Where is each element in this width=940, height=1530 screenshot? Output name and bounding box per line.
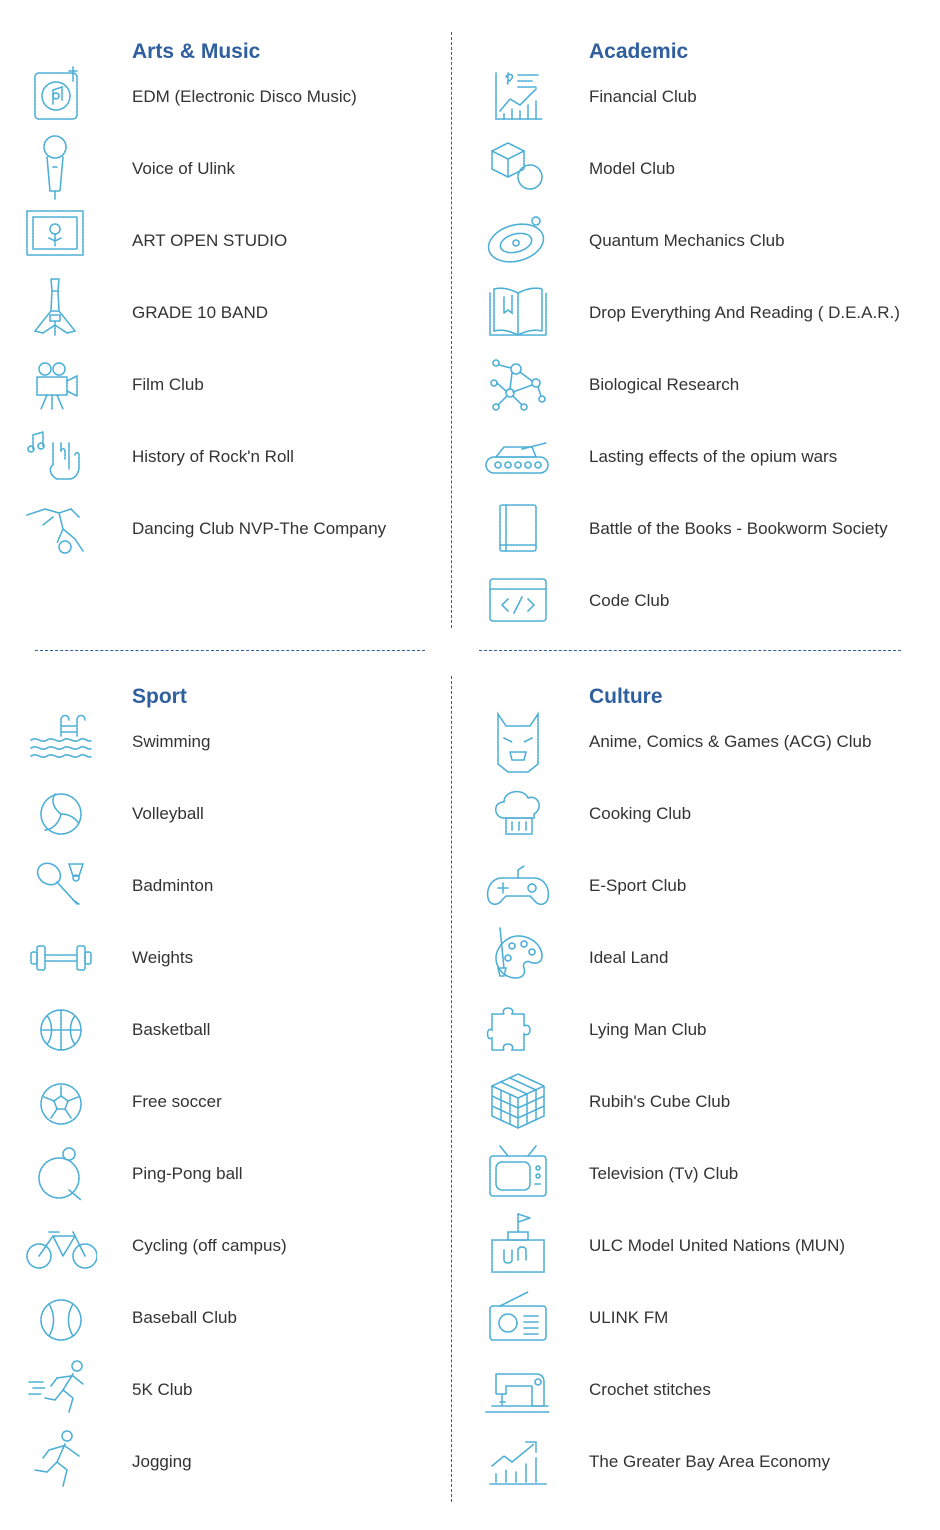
- club-label: Financial Club: [589, 87, 697, 106]
- chef-hat-icon: [482, 778, 554, 850]
- breakdancer-icon: [25, 493, 97, 565]
- dumbbell-icon: [25, 922, 97, 994]
- club-label: Drop Everything And Reading ( D.E.A.R.): [589, 303, 900, 322]
- club-label: History of Rock'n Roll: [132, 447, 294, 466]
- club-item-quantum[interactable]: [482, 205, 940, 277]
- club-label: Film Club: [132, 375, 204, 394]
- film-camera-icon: [25, 349, 97, 421]
- closed-book-icon: [482, 493, 554, 565]
- club-item-rubiks[interactable]: [482, 1066, 940, 1138]
- microphone-icon: [25, 133, 97, 205]
- club-item-mun[interactable]: [482, 1210, 940, 1282]
- club-label: Lasting effects of the opium wars: [589, 447, 838, 466]
- club-label: Code Club: [589, 591, 670, 610]
- badminton-icon: [25, 850, 97, 922]
- section-title: Sport: [132, 685, 187, 708]
- club-label: Crochet stitches: [589, 1380, 711, 1399]
- framed-flower-icon: [25, 205, 97, 277]
- club-label: Cooking Club: [589, 804, 692, 823]
- vinyl-music-icon: [25, 61, 97, 133]
- swimming-pool-icon: [25, 706, 97, 778]
- radio-icon: [482, 1282, 554, 1354]
- club-label: Anime, Comics & Games (ACG) Club: [589, 732, 872, 751]
- club-item-biological[interactable]: [482, 349, 940, 421]
- club-item-ping-pong[interactable]: [25, 1138, 485, 1210]
- club-label: GRADE 10 BAND: [132, 303, 269, 322]
- club-label: Baseball Club: [132, 1308, 237, 1327]
- club-label: Model Club: [589, 159, 675, 178]
- club-item-baseball[interactable]: [25, 1282, 485, 1354]
- club-item-weights[interactable]: [25, 922, 485, 994]
- club-label: Swimming: [132, 732, 211, 751]
- club-item-badminton[interactable]: [25, 850, 485, 922]
- club-label: Cycling (off campus): [132, 1236, 287, 1255]
- club-item-film-club[interactable]: [25, 349, 485, 421]
- section-title: Arts & Music: [132, 40, 261, 63]
- club-label: Biological Research: [589, 375, 740, 394]
- sewing-machine-icon: [482, 1354, 554, 1426]
- galaxy-icon: [482, 205, 554, 277]
- television-icon: [482, 1138, 554, 1210]
- paint-palette-icon: [482, 922, 554, 994]
- club-item-esport[interactable]: [482, 850, 940, 922]
- club-label: Battle of the Books - Bookworm Society: [589, 519, 888, 538]
- hero-mask-icon: [482, 706, 554, 778]
- club-item-model-club[interactable]: [482, 133, 940, 205]
- puzzle-piece-icon: [482, 994, 554, 1066]
- club-item-battle-books[interactable]: [482, 493, 940, 565]
- club-item-volleyball[interactable]: [25, 778, 485, 850]
- club-item-edm[interactable]: [25, 61, 485, 133]
- club-label: Weights: [132, 948, 194, 967]
- club-item-financial-club[interactable]: [482, 61, 940, 133]
- club-item-swimming[interactable]: [25, 706, 485, 778]
- volleyball-icon: [25, 778, 97, 850]
- club-item-ideal-land[interactable]: [482, 922, 940, 994]
- electric-guitar-icon: [25, 277, 97, 349]
- open-book-icon: [482, 277, 554, 349]
- club-label: Lying Man Club: [589, 1020, 707, 1039]
- vertical-divider-bottom: [451, 676, 452, 1502]
- club-item-code-club[interactable]: [482, 565, 940, 637]
- club-label: Volleyball: [132, 804, 204, 823]
- club-item-ulink-fm[interactable]: [482, 1282, 940, 1354]
- rubiks-cube-icon: [482, 1066, 554, 1138]
- horizontal-divider-left: [35, 650, 425, 651]
- club-label: Jogging: [132, 1452, 192, 1471]
- club-label: ULINK FM: [589, 1308, 669, 1327]
- tank-icon: [482, 421, 554, 493]
- club-label: Voice of Ulink: [132, 159, 235, 178]
- club-item-acg[interactable]: [482, 706, 940, 778]
- club-label: Television (Tv) Club: [589, 1164, 739, 1183]
- cube-sphere-icon: [482, 133, 554, 205]
- club-label: E-Sport Club: [589, 876, 687, 895]
- club-item-jogging[interactable]: [25, 1426, 485, 1498]
- club-label: 5K Club: [132, 1380, 193, 1399]
- club-label: Badminton: [132, 876, 214, 895]
- baseball-icon: [25, 1282, 97, 1354]
- club-label: Rubih's Cube Club: [589, 1092, 731, 1111]
- club-item-dancing-club[interactable]: [25, 493, 485, 565]
- club-item-voice-of-ulink[interactable]: [25, 133, 485, 205]
- club-item-5k-club[interactable]: [25, 1354, 485, 1426]
- club-item-art-open-studio[interactable]: [25, 205, 485, 277]
- club-item-greater-bay[interactable]: [482, 1426, 940, 1498]
- club-label: Basketball: [132, 1020, 211, 1039]
- club-item-free-soccer[interactable]: [25, 1066, 485, 1138]
- bicycle-icon: [25, 1210, 97, 1282]
- club-label: Dancing Club NVP-The Company: [132, 519, 387, 538]
- club-item-opium-wars[interactable]: [482, 421, 940, 493]
- club-label: Quantum Mechanics Club: [589, 231, 785, 250]
- club-item-cycling[interactable]: [25, 1210, 485, 1282]
- sprinter-icon: [25, 1354, 97, 1426]
- basketball-icon: [25, 994, 97, 1066]
- code-window-icon: [482, 565, 554, 637]
- soccer-ball-icon: [25, 1066, 97, 1138]
- molecule-icon: [482, 349, 554, 421]
- section-title: Culture: [589, 685, 663, 708]
- gamepad-icon: [482, 850, 554, 922]
- club-label: Free soccer: [132, 1092, 222, 1111]
- vertical-divider-top: [451, 32, 452, 628]
- finance-chart-icon: [482, 61, 554, 133]
- club-label: EDM (Electronic Disco Music): [132, 87, 357, 106]
- club-item-grade-10-band[interactable]: [25, 277, 485, 349]
- club-item-tv-club[interactable]: [482, 1138, 940, 1210]
- horizontal-divider-right: [479, 650, 901, 651]
- club-label: The Greater Bay Area Economy: [589, 1452, 830, 1471]
- ping-pong-icon: [25, 1138, 97, 1210]
- club-label: Ideal Land: [589, 948, 669, 967]
- club-item-lying-man[interactable]: [482, 994, 940, 1066]
- un-building-icon: [482, 1210, 554, 1282]
- runner-icon: [25, 1426, 97, 1498]
- section-title: Academic: [589, 40, 689, 63]
- club-item-basketball[interactable]: [25, 994, 485, 1066]
- club-item-dear[interactable]: [482, 277, 940, 349]
- club-item-cooking[interactable]: [482, 778, 940, 850]
- club-label: ULC Model United Nations (MUN): [589, 1236, 846, 1255]
- club-item-crochet[interactable]: [482, 1354, 940, 1426]
- growth-chart-icon: [482, 1426, 554, 1498]
- club-label: ART OPEN STUDIO: [132, 231, 288, 250]
- rock-hand-icon: [25, 421, 97, 493]
- club-item-history-rock[interactable]: [25, 421, 485, 493]
- club-label: Ping-Pong ball: [132, 1164, 243, 1183]
